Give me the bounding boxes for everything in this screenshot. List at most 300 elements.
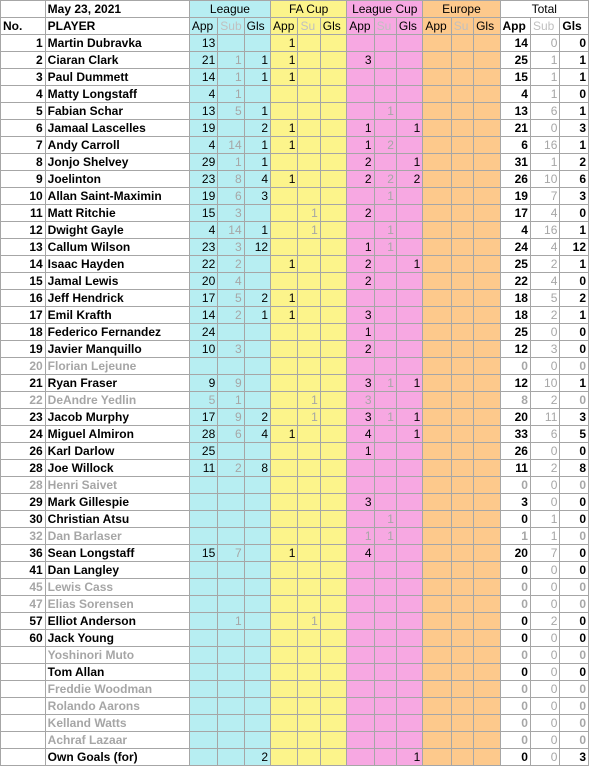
fa-gls-cell	[320, 545, 346, 562]
tot-gls-cell: 0	[560, 443, 589, 460]
lc-sub-cell	[374, 120, 396, 137]
eu-app-cell	[423, 324, 451, 341]
player-name: Dan Barlaser	[45, 528, 189, 545]
eu-gls-cell	[474, 307, 500, 324]
eu-gls-cell	[474, 528, 500, 545]
lc-gls-cell	[396, 494, 422, 511]
tot-gls-cell: 0	[560, 392, 589, 409]
lg-gls-cell: 1	[244, 222, 270, 239]
table-row	[1, 681, 589, 698]
fa-sub-cell	[298, 86, 320, 103]
tot-app-cell: 22	[500, 273, 530, 290]
fa-sub-cell	[298, 171, 320, 188]
table-row	[1, 443, 589, 460]
fa-sub-cell	[298, 562, 320, 579]
fa-app-cell	[271, 630, 298, 647]
fa-gls-cell	[320, 409, 346, 426]
lc-gls-cell	[396, 715, 422, 732]
tot-gls-cell: 1	[560, 222, 589, 239]
col-gls: Gls	[560, 18, 589, 35]
eu-sub-cell	[451, 120, 473, 137]
eu-sub-cell	[451, 681, 473, 698]
lg-gls-cell	[244, 613, 270, 630]
lg-sub-cell	[218, 324, 244, 341]
tot-app-cell: 26	[500, 171, 530, 188]
lg-sub-cell	[218, 511, 244, 528]
lg-sub-cell: 3	[218, 239, 244, 256]
lc-gls-cell	[396, 273, 422, 290]
player-name: Emil Krafth	[45, 307, 189, 324]
player-number: 1	[1, 35, 46, 52]
lc-app-cell	[347, 647, 374, 664]
fa-app-cell: 1	[271, 120, 298, 137]
player-number: 11	[1, 205, 46, 222]
tot-app-cell: 0	[500, 477, 530, 494]
table-row	[1, 86, 589, 103]
eu-app-cell	[423, 630, 451, 647]
table-row	[1, 256, 589, 273]
lg-gls-cell	[244, 324, 270, 341]
lg-app-cell: 19	[189, 188, 217, 205]
lg-app-cell	[189, 511, 217, 528]
fa-app-cell	[271, 443, 298, 460]
fa-app-cell	[271, 613, 298, 630]
fa-app-cell	[271, 698, 298, 715]
no-header: No.	[1, 18, 46, 35]
eu-sub-cell	[451, 137, 473, 154]
eu-gls-cell	[474, 52, 500, 69]
eu-gls-cell	[474, 664, 500, 681]
fa-sub-cell	[298, 715, 320, 732]
player-name: Jamal Lewis	[45, 273, 189, 290]
lc-sub-cell	[374, 698, 396, 715]
lc-gls-cell	[396, 630, 422, 647]
lc-app-cell	[347, 188, 374, 205]
eu-gls-cell	[474, 460, 500, 477]
tot-sub-cell: 1	[530, 154, 559, 171]
lg-gls-cell: 3	[244, 188, 270, 205]
group-league-cup: League Cup	[347, 1, 423, 18]
tot-gls-cell: 0	[560, 205, 589, 222]
fa-sub-cell	[298, 137, 320, 154]
fa-app-cell	[271, 562, 298, 579]
tot-app-cell: 26	[500, 443, 530, 460]
fa-app-cell	[271, 324, 298, 341]
eu-app-cell	[423, 120, 451, 137]
eu-sub-cell	[451, 664, 473, 681]
tot-app-cell: 4	[500, 86, 530, 103]
lg-sub-cell: 5	[218, 103, 244, 120]
lg-app-cell	[189, 562, 217, 579]
lc-app-cell: 4	[347, 545, 374, 562]
lc-sub-cell	[374, 256, 396, 273]
lg-sub-cell	[218, 120, 244, 137]
table-row	[1, 137, 589, 154]
lc-gls-cell	[396, 103, 422, 120]
eu-sub-cell	[451, 579, 473, 596]
fa-gls-cell	[320, 35, 346, 52]
fa-sub-cell: 1	[298, 613, 320, 630]
fa-app-cell	[271, 749, 298, 766]
player-number: 23	[1, 409, 46, 426]
tot-app-cell: 0	[500, 698, 530, 715]
player-number: 4	[1, 86, 46, 103]
player-name: Kelland Watts	[45, 715, 189, 732]
tot-gls-cell: 3	[560, 749, 589, 766]
lg-gls-cell: 2	[244, 120, 270, 137]
fa-sub-cell	[298, 647, 320, 664]
fa-sub-cell	[298, 664, 320, 681]
fa-sub-cell	[298, 154, 320, 171]
eu-app-cell	[423, 358, 451, 375]
lg-gls-cell: 2	[244, 409, 270, 426]
fa-gls-cell	[320, 324, 346, 341]
lg-sub-cell: 5	[218, 290, 244, 307]
eu-gls-cell	[474, 222, 500, 239]
lc-sub-cell	[374, 630, 396, 647]
player-name: Javier Manquillo	[45, 341, 189, 358]
tot-gls-cell: 2	[560, 154, 589, 171]
fa-app-cell: 1	[271, 545, 298, 562]
lg-sub-cell: 3	[218, 205, 244, 222]
eu-sub-cell	[451, 562, 473, 579]
tot-sub-cell: 7	[530, 188, 559, 205]
player-name: Dwight Gayle	[45, 222, 189, 239]
eu-gls-cell	[474, 409, 500, 426]
tot-app-cell: 8	[500, 392, 530, 409]
table-row	[1, 732, 589, 749]
table-row	[1, 375, 589, 392]
lg-gls-cell	[244, 341, 270, 358]
lc-gls-cell	[396, 188, 422, 205]
group-league: League	[189, 1, 270, 18]
fa-app-cell	[271, 528, 298, 545]
col-gls: Gls	[244, 18, 270, 35]
eu-sub-cell	[451, 392, 473, 409]
lc-sub-cell: 2	[374, 171, 396, 188]
tot-sub-cell: 0	[530, 681, 559, 698]
player-number: 26	[1, 443, 46, 460]
tot-app-cell: 4	[500, 222, 530, 239]
lc-app-cell	[347, 222, 374, 239]
lg-app-cell: 15	[189, 545, 217, 562]
lg-gls-cell	[244, 664, 270, 681]
eu-sub-cell	[451, 188, 473, 205]
lc-gls-cell	[396, 69, 422, 86]
eu-sub-cell	[451, 732, 473, 749]
fa-gls-cell	[320, 460, 346, 477]
lg-sub-cell	[218, 562, 244, 579]
lc-sub-cell	[374, 477, 396, 494]
fa-app-cell	[271, 222, 298, 239]
lc-app-cell	[347, 35, 374, 52]
eu-app-cell	[423, 137, 451, 154]
eu-gls-cell	[474, 188, 500, 205]
tot-gls-cell: 0	[560, 273, 589, 290]
tot-app-cell: 0	[500, 647, 530, 664]
player-rows	[1, 35, 589, 766]
col-sub: Su	[451, 18, 473, 35]
eu-app-cell	[423, 426, 451, 443]
tot-app-cell: 12	[500, 341, 530, 358]
eu-app-cell	[423, 494, 451, 511]
fa-sub-cell	[298, 103, 320, 120]
tot-app-cell: 3	[500, 494, 530, 511]
lc-app-cell: 1	[347, 528, 374, 545]
tot-app-cell: 25	[500, 52, 530, 69]
table-row	[1, 392, 589, 409]
lg-sub-cell	[218, 647, 244, 664]
tot-app-cell: 25	[500, 256, 530, 273]
lc-app-cell: 2	[347, 273, 374, 290]
col-app: App	[423, 18, 451, 35]
table-row	[1, 630, 589, 647]
fa-gls-cell	[320, 681, 346, 698]
tot-sub-cell: 0	[530, 579, 559, 596]
player-number: 22	[1, 392, 46, 409]
fa-app-cell	[271, 715, 298, 732]
eu-app-cell	[423, 579, 451, 596]
eu-gls-cell	[474, 630, 500, 647]
lg-sub-cell: 2	[218, 256, 244, 273]
fa-gls-cell	[320, 256, 346, 273]
tot-sub-cell: 0	[530, 324, 559, 341]
lc-gls-cell: 1	[396, 375, 422, 392]
lc-sub-cell	[374, 749, 396, 766]
fa-app-cell: 1	[271, 35, 298, 52]
lg-app-cell	[189, 528, 217, 545]
eu-gls-cell	[474, 698, 500, 715]
eu-app-cell	[423, 273, 451, 290]
tot-app-cell: 0	[500, 562, 530, 579]
player-number: 10	[1, 188, 46, 205]
eu-app-cell	[423, 205, 451, 222]
tot-app-cell: 20	[500, 545, 530, 562]
lc-app-cell: 2	[347, 154, 374, 171]
lc-app-cell	[347, 69, 374, 86]
lc-gls-cell	[396, 324, 422, 341]
fa-sub-cell	[298, 528, 320, 545]
lg-gls-cell	[244, 392, 270, 409]
tot-app-cell: 13	[500, 103, 530, 120]
lc-sub-cell	[374, 341, 396, 358]
table-row	[1, 698, 589, 715]
eu-sub-cell	[451, 698, 473, 715]
table-row	[1, 579, 589, 596]
lc-gls-cell	[396, 579, 422, 596]
eu-sub-cell	[451, 290, 473, 307]
table-row	[1, 273, 589, 290]
table-row	[1, 171, 589, 188]
lg-app-cell	[189, 732, 217, 749]
player-name: Jacob Murphy	[45, 409, 189, 426]
eu-gls-cell	[474, 579, 500, 596]
lc-gls-cell	[396, 290, 422, 307]
lg-app-cell: 25	[189, 443, 217, 460]
tot-app-cell: 18	[500, 307, 530, 324]
lc-gls-cell: 1	[396, 749, 422, 766]
fa-app-cell	[271, 205, 298, 222]
lg-app-cell	[189, 698, 217, 715]
lg-gls-cell	[244, 494, 270, 511]
eu-app-cell	[423, 460, 451, 477]
fa-sub-cell	[298, 35, 320, 52]
tot-app-cell: 0	[500, 579, 530, 596]
eu-sub-cell	[451, 154, 473, 171]
fa-sub-cell	[298, 290, 320, 307]
eu-gls-cell	[474, 86, 500, 103]
lc-gls-cell: 1	[396, 154, 422, 171]
fa-app-cell: 1	[271, 171, 298, 188]
table-row	[1, 664, 589, 681]
fa-app-cell	[271, 154, 298, 171]
tot-gls-cell: 0	[560, 324, 589, 341]
eu-app-cell	[423, 698, 451, 715]
lg-sub-cell: 9	[218, 409, 244, 426]
table-row	[1, 477, 589, 494]
lc-app-cell	[347, 698, 374, 715]
eu-sub-cell	[451, 749, 473, 766]
fa-app-cell	[271, 681, 298, 698]
eu-app-cell	[423, 392, 451, 409]
eu-sub-cell	[451, 375, 473, 392]
table-row	[1, 613, 589, 630]
eu-gls-cell	[474, 511, 500, 528]
player-number: 28	[1, 477, 46, 494]
eu-app-cell	[423, 749, 451, 766]
tot-gls-cell: 0	[560, 630, 589, 647]
fa-gls-cell	[320, 188, 346, 205]
player-name: Elliot Anderson	[45, 613, 189, 630]
eu-sub-cell	[451, 239, 473, 256]
tot-app-cell: 0	[500, 511, 530, 528]
tot-sub-cell: 4	[530, 273, 559, 290]
tot-sub-cell: 2	[530, 460, 559, 477]
lg-gls-cell: 1	[244, 137, 270, 154]
eu-sub-cell	[451, 426, 473, 443]
eu-gls-cell	[474, 715, 500, 732]
lg-sub-cell: 6	[218, 426, 244, 443]
col-sub: Sub	[530, 18, 559, 35]
fa-app-cell	[271, 732, 298, 749]
tot-gls-cell: 0	[560, 545, 589, 562]
eu-sub-cell	[451, 358, 473, 375]
eu-gls-cell	[474, 375, 500, 392]
tot-sub-cell: 0	[530, 443, 559, 460]
lc-sub-cell	[374, 579, 396, 596]
lg-gls-cell	[244, 630, 270, 647]
tot-sub-cell: 0	[530, 35, 559, 52]
lg-app-cell: 17	[189, 290, 217, 307]
tot-app-cell: 21	[500, 120, 530, 137]
lc-app-cell	[347, 103, 374, 120]
lc-app-cell	[347, 86, 374, 103]
lc-gls-cell	[396, 596, 422, 613]
lc-gls-cell	[396, 732, 422, 749]
tot-app-cell: 17	[500, 205, 530, 222]
lc-app-cell: 4	[347, 426, 374, 443]
eu-app-cell	[423, 341, 451, 358]
player-name: Ryan Fraser	[45, 375, 189, 392]
tot-sub-cell: 1	[530, 528, 559, 545]
table-row	[1, 154, 589, 171]
eu-sub-cell	[451, 477, 473, 494]
fa-sub-cell	[298, 477, 320, 494]
tot-sub-cell: 0	[530, 664, 559, 681]
lg-sub-cell: 9	[218, 375, 244, 392]
lc-app-cell	[347, 358, 374, 375]
lg-gls-cell	[244, 545, 270, 562]
table-row	[1, 715, 589, 732]
lc-sub-cell: 1	[374, 188, 396, 205]
eu-sub-cell	[451, 307, 473, 324]
lc-app-cell: 2	[347, 171, 374, 188]
player-name: Jack Young	[45, 630, 189, 647]
fa-sub-cell	[298, 324, 320, 341]
player-name: Lewis Cass	[45, 579, 189, 596]
lc-app-cell: 1	[347, 120, 374, 137]
tot-gls-cell: 0	[560, 732, 589, 749]
lc-sub-cell: 1	[374, 511, 396, 528]
tot-app-cell: 6	[500, 137, 530, 154]
lg-sub-cell: 4	[218, 273, 244, 290]
tot-sub-cell: 1	[530, 52, 559, 69]
fa-app-cell: 1	[271, 69, 298, 86]
eu-gls-cell	[474, 732, 500, 749]
header-row-cols	[1, 18, 589, 35]
player-number: 12	[1, 222, 46, 239]
eu-gls-cell	[474, 494, 500, 511]
table-row	[1, 103, 589, 120]
eu-sub-cell	[451, 324, 473, 341]
eu-gls-cell	[474, 443, 500, 460]
lc-app-cell	[347, 630, 374, 647]
tot-sub-cell: 0	[530, 749, 559, 766]
tot-gls-cell: 0	[560, 494, 589, 511]
eu-app-cell	[423, 613, 451, 630]
fa-gls-cell	[320, 171, 346, 188]
player-header: PLAYER	[45, 18, 189, 35]
fa-app-cell	[271, 358, 298, 375]
lc-sub-cell	[374, 205, 396, 222]
eu-app-cell	[423, 732, 451, 749]
tot-gls-cell: 1	[560, 103, 589, 120]
player-name: Jamaal Lascelles	[45, 120, 189, 137]
fa-sub-cell	[298, 69, 320, 86]
player-name: Mark Gillespie	[45, 494, 189, 511]
lg-gls-cell: 2	[244, 290, 270, 307]
lc-sub-cell	[374, 443, 396, 460]
eu-sub-cell	[451, 528, 473, 545]
tot-sub-cell: 10	[530, 375, 559, 392]
player-number: 13	[1, 239, 46, 256]
player-number: 14	[1, 256, 46, 273]
eu-sub-cell	[451, 511, 473, 528]
lc-app-cell: 1	[347, 239, 374, 256]
lc-gls-cell	[396, 222, 422, 239]
eu-sub-cell	[451, 69, 473, 86]
eu-app-cell	[423, 596, 451, 613]
lg-gls-cell	[244, 256, 270, 273]
table-row	[1, 239, 589, 256]
lg-sub-cell: 1	[218, 52, 244, 69]
lg-sub-cell	[218, 664, 244, 681]
lc-app-cell: 2	[347, 205, 374, 222]
eu-app-cell	[423, 171, 451, 188]
fa-sub-cell	[298, 494, 320, 511]
table-row	[1, 69, 589, 86]
tot-gls-cell: 0	[560, 358, 589, 375]
